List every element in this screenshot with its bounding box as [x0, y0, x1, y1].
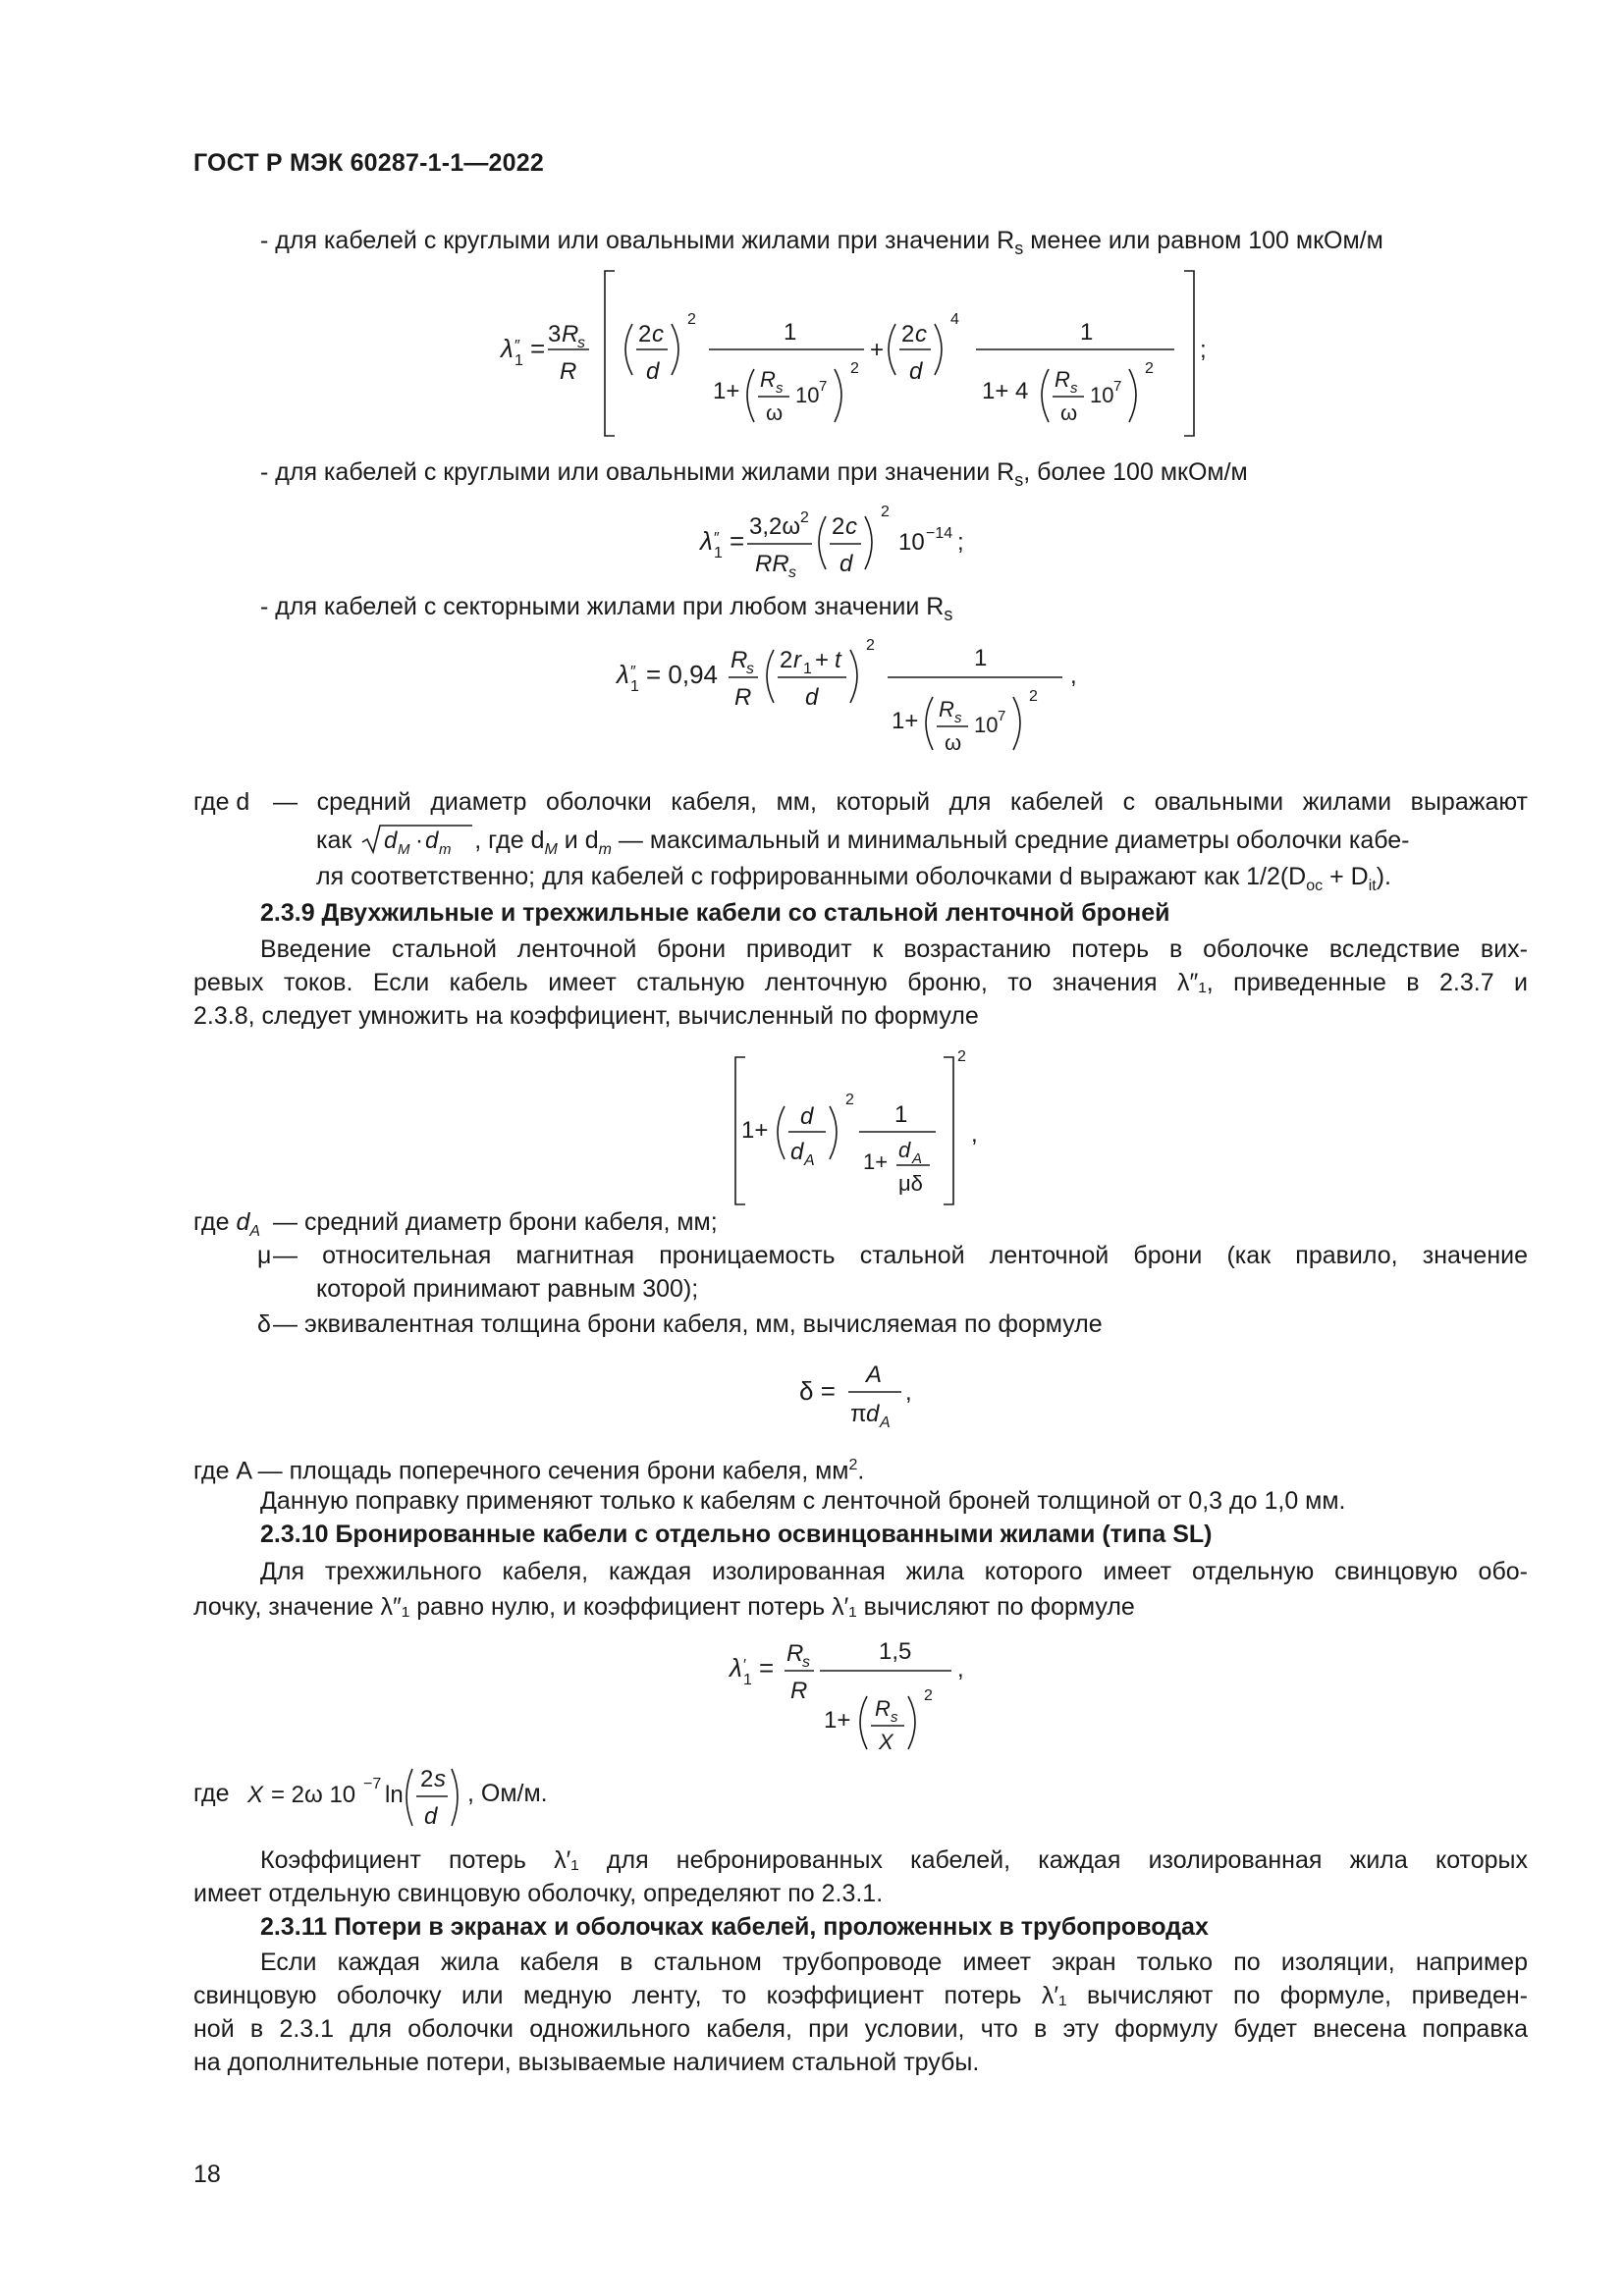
svg-text:λ: λ — [730, 1653, 742, 1682]
svg-text:R: R — [760, 367, 776, 392]
where-X-unit: , Ом/м. — [467, 1780, 548, 1807]
svg-text:2: 2 — [901, 321, 915, 347]
svg-text:2: 2 — [1029, 688, 1038, 705]
svg-text:,: , — [971, 1121, 978, 1148]
svg-text:t: t — [835, 647, 841, 673]
svg-text:−14: −14 — [926, 525, 953, 542]
svg-text:s: s — [434, 1766, 446, 1792]
sqrt-dM-dm — [358, 823, 474, 856]
svg-text:″: ″ — [714, 530, 720, 547]
svg-text:R: R — [875, 1696, 891, 1721]
svg-text:1: 1 — [743, 1672, 752, 1688]
svg-text:4: 4 — [950, 311, 959, 328]
svg-text:3: 3 — [548, 321, 562, 347]
svg-text:7: 7 — [998, 708, 1006, 724]
svg-text:1: 1 — [894, 1101, 908, 1128]
svg-text:1: 1 — [1080, 319, 1094, 346]
svg-text:R: R — [560, 358, 577, 385]
svg-text:ω: ω — [1060, 400, 1078, 425]
svg-text:r: r — [793, 647, 801, 673]
where-d-line1: где d — [193, 788, 250, 816]
svg-text:2: 2 — [420, 1766, 434, 1792]
svg-text:d: d — [425, 828, 439, 854]
svg-text:2: 2 — [850, 360, 859, 377]
svg-text:= 2ω 10: = 2ω 10 — [271, 1782, 356, 1808]
svg-text:,: , — [905, 1379, 912, 1406]
heading-2-3-9: 2.3.9 Двухжильные и трехжильные кабели со стальной ленточной броней — [260, 899, 1170, 927]
svg-text:s: s — [954, 710, 962, 726]
svg-text:s: s — [746, 661, 754, 677]
svg-text:2: 2 — [866, 637, 875, 654]
svg-text:A: A — [866, 1362, 883, 1388]
svg-text:1+: 1+ — [892, 708, 919, 734]
svg-text:d: d — [909, 358, 923, 385]
where-d-line3: ля соответственно; для кабелей с гофрированными оболочками d выражают как $1/2(D_{oc} + D_{it})$. — [316, 863, 1391, 894]
svg-text:1: 1 — [974, 645, 988, 671]
svg-text:R: R — [939, 697, 954, 721]
svg-text:+: + — [870, 337, 885, 363]
formula-armour-coefficient — [722, 1036, 997, 1212]
svg-text:R: R — [1055, 367, 1070, 392]
svg-text:R: R — [731, 647, 748, 673]
svg-text:=: = — [730, 526, 745, 556]
heading-2-3-10: 2.3.10 Бронированные кабели с отдельно освинцованными жилами (типа SL) — [260, 1521, 1213, 1548]
page-number: 18 — [193, 2161, 221, 2188]
svg-text:c: c — [915, 321, 927, 347]
svg-text:d: d — [898, 1138, 911, 1162]
svg-text:M: M — [398, 841, 410, 856]
svg-text:′: ′ — [743, 1657, 746, 1674]
svg-text:1: 1 — [714, 545, 723, 561]
svg-text:δ =: δ = — [799, 1376, 836, 1406]
s239-p1: Введение стальной ленточной брони приводит к возрастанию потерь в оболочке вследствие вих- — [260, 935, 1528, 963]
s2311-p2: свинцовую оболочку или медную ленту, то коэффициент потерь λ′₁ вычисляют по формуле, приведен- — [193, 1982, 1528, 2009]
s2311-p4: на дополнительные потери, вызываемые наличием стальной трубы. — [193, 2049, 980, 2076]
svg-text:;: ; — [1200, 337, 1207, 363]
svg-text:R: R — [562, 321, 579, 347]
svg-text:1+: 1+ — [824, 1707, 851, 1734]
svg-text:X: X — [879, 1730, 893, 1754]
svg-text:d: d — [839, 551, 853, 577]
s2310-p2: лочку, значение λ″₁ равно нулю, и коэффициент потерь λ′₁ вычисляют по формуле — [193, 1593, 1135, 1621]
svg-text:7: 7 — [1113, 378, 1122, 395]
svg-text:1+: 1+ — [863, 1149, 889, 1174]
svg-text:s: s — [891, 1709, 898, 1726]
svg-text:A: A — [880, 1415, 891, 1431]
paragraph-sector-cores: - для кабелей с секторными жилами при любом значении $R_s$ — [260, 593, 953, 624]
svg-text:,: , — [957, 1656, 964, 1682]
svg-text:d: d — [800, 1103, 814, 1130]
svg-text:1+: 1+ — [741, 1117, 769, 1144]
formula-lambda-1 — [491, 263, 1218, 444]
svg-text:λ: λ — [700, 526, 713, 556]
svg-text:s: s — [802, 1654, 810, 1671]
svg-text:1: 1 — [784, 319, 797, 346]
s2311-p1: Если каждая жила кабеля в стальном трубопроводе имеет экран только по изоляции, например — [260, 1949, 1528, 1976]
svg-text:7: 7 — [819, 378, 828, 395]
svg-text:·: · — [415, 828, 424, 854]
formula-lambda-prime — [722, 1626, 997, 1763]
s239-p3: 2.3.8, следует умножить на коэффициент, вычисленный по формуле — [193, 1002, 979, 1030]
svg-text:3,2ω: 3,2ω — [749, 513, 801, 540]
svg-text:A: A — [912, 1150, 923, 1167]
svg-text:= 0,94: = 0,94 — [646, 660, 719, 689]
svg-text:π: π — [850, 1401, 867, 1427]
svg-text:=: = — [530, 334, 546, 363]
svg-text:d: d — [646, 358, 660, 385]
where-mu-symbol: μ — [257, 1242, 272, 1269]
coef-p1: Коэффициент потерь λ′₁ для небронированных кабелей, каждая изолированная жила которых — [260, 1846, 1528, 1874]
where-d-desc-1: — средний диаметр оболочки кабеля, мм, который для кабелей с овальными жилами выражают — [273, 788, 1528, 816]
svg-text:λ: λ — [501, 334, 514, 363]
svg-text:10: 10 — [898, 529, 925, 556]
svg-text:10: 10 — [795, 383, 820, 407]
where-d-line2: как d M · d m , где $d_M$ и $d_m$ — максимальный и минимальный средние диаметры оболочки кабе- — [316, 823, 1410, 867]
svg-text:d: d — [866, 1401, 880, 1427]
svg-text:1: 1 — [630, 678, 639, 695]
formula-delta — [791, 1347, 929, 1441]
svg-text:,: , — [1070, 663, 1077, 689]
paragraph-round-cores-high: - для кабелей с круглыми или овальными жилами при значении $R_s$, более 100 мкОм/м — [260, 458, 1248, 490]
svg-text:c: c — [845, 513, 857, 540]
svg-text:1+: 1+ — [713, 378, 740, 404]
svg-text:″: ″ — [514, 338, 520, 354]
svg-text:;: ; — [957, 529, 964, 556]
svg-text:m: m — [439, 841, 452, 856]
svg-text:RR: RR — [755, 551, 789, 577]
svg-text:−7: −7 — [363, 1776, 382, 1792]
svg-text:X: X — [247, 1782, 264, 1808]
svg-text:2: 2 — [924, 1687, 933, 1704]
svg-text:d: d — [790, 1139, 804, 1165]
where-delta-desc: — эквивалентная толщина брони кабеля, мм, вычисляемая по формуле — [273, 1310, 1103, 1338]
heading-2-3-11: 2.3.11 Потери в экранах и оболочках кабелей, проложенных в трубопроводах — [260, 1913, 1209, 1941]
svg-text:+: + — [815, 647, 830, 673]
s239-p2: ревых токов. Если кабель имеет стальную ленточную броню, то значения λ″₁, приведенные в 2.3.7 и — [193, 969, 1528, 996]
formula-lambda-3 — [609, 628, 1100, 766]
svg-text:10: 10 — [1090, 383, 1114, 407]
svg-text:μδ: μδ — [898, 1171, 923, 1196]
svg-text:1,5: 1,5 — [879, 1638, 912, 1665]
svg-text:d: d — [384, 828, 398, 854]
document-header: ГОСТ Р МЭК 60287-1-1—2022 — [193, 149, 544, 177]
svg-text:ω: ω — [766, 400, 784, 425]
svg-text:d: d — [805, 684, 819, 711]
svg-text:2: 2 — [780, 647, 793, 673]
where-mu-desc-2: которой принимают равным 300); — [316, 1275, 699, 1303]
where-dA: где $d_A$ — [193, 1208, 261, 1240]
svg-text:R: R — [734, 684, 752, 711]
svg-text:s: s — [577, 335, 585, 351]
svg-text:s: s — [1070, 380, 1078, 397]
svg-text:2: 2 — [687, 311, 696, 328]
svg-text:s: s — [776, 380, 784, 397]
svg-text:2: 2 — [800, 509, 809, 526]
svg-text:ln: ln — [385, 1782, 404, 1808]
svg-text:=: = — [759, 1653, 775, 1682]
svg-text:10: 10 — [974, 713, 999, 737]
svg-text:R: R — [790, 1678, 808, 1704]
where-delta-symbol: δ — [257, 1310, 271, 1338]
svg-text:ω: ω — [945, 730, 962, 755]
formula-lambda-2 — [692, 493, 1006, 587]
svg-text:2: 2 — [1145, 360, 1154, 377]
paragraph-round-cores-low: - для кабелей с круглыми или овальными жилами при значении $R_s$ менее или равном 100 мкОм/м — [260, 227, 1383, 258]
svg-text:2: 2 — [881, 504, 890, 520]
svg-text:1: 1 — [514, 352, 523, 369]
svg-text:A: A — [804, 1152, 815, 1169]
svg-text:R: R — [786, 1640, 804, 1667]
where-dA-desc: — средний диаметр брони кабеля, мм; — [273, 1208, 718, 1236]
svg-text:″: ″ — [630, 664, 636, 680]
where-mu-desc: — относительная магнитная проницаемость стальной ленточной брони (как правило, значение — [273, 1242, 1528, 1269]
svg-text:c: c — [652, 321, 664, 347]
correction-note: Данную поправку применяют только к кабелям с ленточной броней толщиной от 0,3 до 1,0 мм. — [260, 1487, 1346, 1515]
s2310-p1: Для трехжильного кабеля, каждая изолированная жила которого имеет отдельную свинцовую обо- — [260, 1558, 1528, 1585]
svg-text:2: 2 — [845, 1092, 854, 1108]
svg-text:2: 2 — [638, 321, 652, 347]
svg-text:1+ 4: 1+ 4 — [982, 378, 1029, 404]
svg-text:1: 1 — [803, 661, 812, 677]
s2311-p3: ной в 2.3.1 для оболочки одножильного кабеля, при условии, что в эту формулу будет внесена поправка — [193, 2015, 1528, 2043]
svg-text:s: s — [788, 564, 796, 581]
svg-text:2: 2 — [832, 513, 845, 540]
where-X: где — [193, 1780, 230, 1807]
svg-text:λ: λ — [617, 660, 629, 689]
coef-p2: имеет отдельную свинцовую оболочку, определяют по 2.3.1. — [193, 1880, 884, 1907]
svg-text:d: d — [424, 1803, 438, 1830]
where-A: где A — площадь поперечного сечения брони кабеля, $мм^2$. — [193, 1457, 865, 1485]
svg-text:2: 2 — [957, 1048, 966, 1065]
